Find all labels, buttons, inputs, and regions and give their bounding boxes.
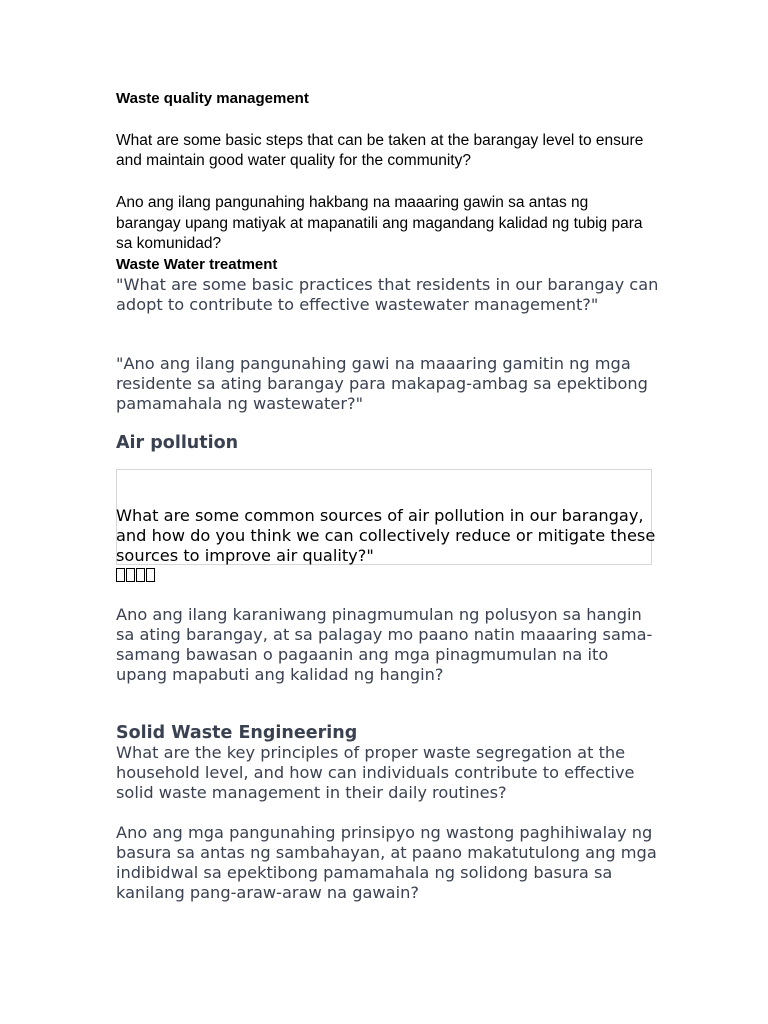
air-pollution-question-tl: Ano ang ilang karaniwang pinagmumulan ng polusyon sa hangin sa ating barangay, at sa palagay mo paano natin maaaring sama-samang bawasan o pagaanin ang mga pinagmumulan na ito upang mapabuti ang kalidad ng hangin? [116, 605, 653, 684]
solid-waste-question-en: What are the key principles of proper waste segregation at the household level, and how can individuals contribute to effective solid waste management in their daily routines? [116, 743, 635, 802]
waste-quality-question-tl: Ano ang ilang pangunahing hakbang na maaaring gawin sa antas ng barangay upang matiyak at mapanatili ang magandang kalidad ng tubig para sa komunidad? [116, 194, 643, 252]
heading-waste-water: Waste Water treatment [116, 256, 278, 273]
missing-glyph-boxes [116, 566, 156, 586]
heading-solid-waste: Solid Waste Engineering [116, 723, 358, 743]
air-pollution-question-block [116, 506, 661, 586]
waste-quality-question-en: What are some basic steps that can be taken at the barangay level to ensure and maintain good water quality for the community? [116, 132, 644, 169]
heading-waste-quality: Waste quality management [116, 90, 309, 107]
waste-water-question-en: "What are some basic practices that residents in our barangay can adopt to contribute to effective wastewater management?" [116, 275, 659, 314]
heading-air-pollution: Air pollution [116, 433, 239, 453]
waste-water-question-tl: "Ano ang ilang pangunahing gawi na maaaring gamitin ng mga residente sa ating barangay para makapag-ambag sa epektibong pamamahala ng wastewater?" [116, 354, 648, 413]
air-pollution-question-en: What are some common sources of air pollution in our barangay, and how do you think we can collectively reduce or mitigate these sources to improve air quality?" [116, 506, 656, 565]
solid-waste-question-tl: Ano ang mga pangunahing prinsipyo ng wastong paghihiwalay ng basura sa antas ng sambahayan, at paano makatutulong ang mga indibidwal sa epektibong pamamahala ng solidong basura sa kanilang pang-araw-araw na gawain? [116, 823, 657, 902]
